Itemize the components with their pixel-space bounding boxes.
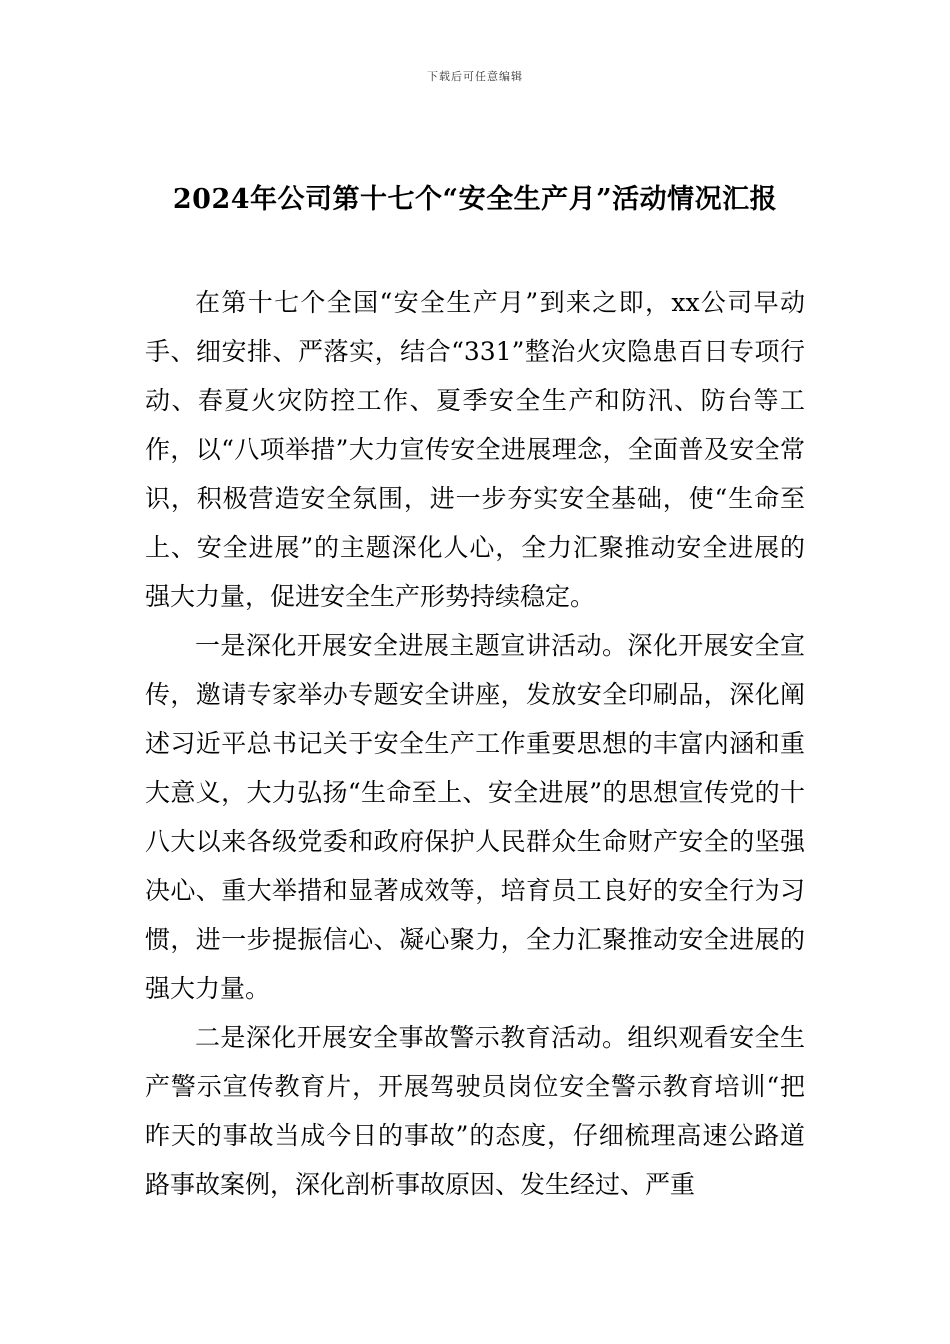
document-body (145, 278, 805, 1209)
paragraph-intro: 在第十七个全国“安全生产月”到来之即，xx公司早动手、细安排、严落实，结合“331”整治火灾隐患百日专项行动、春夏火灾防控工作、夏季安全生产和防汛、防台等工作，以“八项举措”大力宣传安全进展理念，全面普及安全常识，积极营造安全氛围，进一步夯实安全基础，使“生命至上、安全进展”的主题深化人心，全力汇聚推动安全进展的强大力量，促进安全生产形势持续稳定。 (145, 288, 805, 611)
paragraph-item-1: 一是深化开展安全进展主题宣讲活动。深化开展安全宣传，邀请专家举办专题安全讲座，发放安全印刷品，深化阐述习近平总书记关于安全生产工作重要思想的丰富内涵和重大意义，大力弘扬“生命至上、安全进展”的思想宣传党的十八大以来各级党委和政府保护人民群众生命财产安全的坚强决心、重大举措和显著成效等，培育员工良好的安全行为习惯，进一步提振信心、凝心聚力，全力汇聚推动安全进展的强大力量。 (145, 631, 805, 1003)
document-title: 2024年公司第十七个“安全生产月”活动情况汇报 (172, 184, 778, 215)
header-note: 下载后可任意编辑 (427, 70, 523, 83)
paragraph-item-2: 二是深化开展安全事故警示教育活动。组织观看安全生产警示宣传教育片，开展驾驶员岗位安全警示教育培训“把昨天的事故当成今日的事故”的态度，仔细梳理高速公路道路事故案例，深化剖析事故原因、发生经过、严重 (145, 1023, 805, 1199)
